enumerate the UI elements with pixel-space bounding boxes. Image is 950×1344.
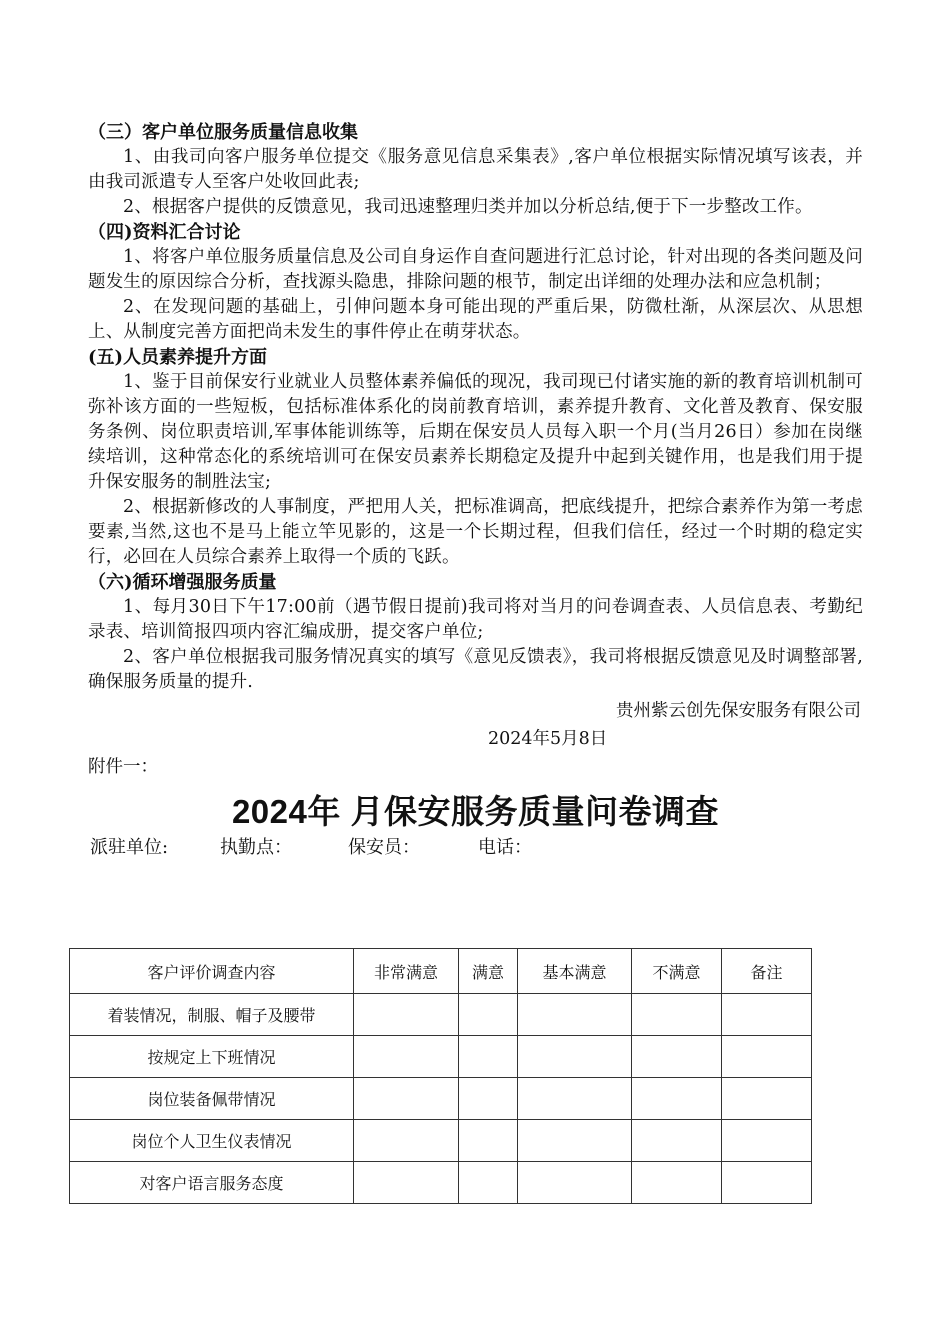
section-5-paragraph-1: 1、鉴于目前保安行业就业人员整体素养偏低的现况，我司现已付诸实施的新的教育培训机制可弥补该方面的一些短板，包括标准体系化的岗前教育培训，素养提升教育、文化普及教育、保安服务条例、岗位职责培训,军事体能训练等，后期在保安员人员每入职一个月(当月26日）参加在岗继续培训，这种常态化的系统培训可在保安员素养长期稳定及提升中起到关键作用，也是我们用于提升保安服务的制胜法宝; [88, 372, 863, 492]
field-guard-label: 保安员： [348, 837, 420, 858]
survey-info-fields [90, 835, 863, 861]
table-row [70, 1120, 812, 1162]
rating-cell[interactable] [632, 1078, 722, 1120]
section-4-paragraph-2: 2、在发现问题的基础上，引伸问题本身可能出现的严重后果，防微杜渐，从深层次、从思想上、从制度完善方面把尚未发生的事件停止在萌芽状态。 [88, 297, 863, 342]
survey-title: 2024年 月保安服务质量问卷调查 [231, 793, 720, 830]
survey-table [69, 948, 812, 1204]
row-item: 着装情况，制服、帽子及腰带 [70, 994, 354, 1036]
field-post-label: 执勤点： [220, 837, 292, 858]
remarks-cell[interactable] [722, 994, 812, 1036]
section-3-paragraph-2: 2、根据客户提供的反馈意见，我司迅速整理归类并加以分析总结,便于下一步整改工作。 [123, 197, 813, 217]
rating-cell[interactable] [518, 1078, 632, 1120]
rating-cell[interactable] [354, 1120, 459, 1162]
section-6-heading: （六)循环增强服务质量 [88, 572, 277, 593]
section-4-heading: （四)资料汇合讨论 [88, 222, 241, 243]
section-3-paragraph-1: 1、由我司向客户服务单位提交《服务意见信息采集表》,客户单位根据实际情况填写该表，并由我司派遣专人至客户处收回此表; [88, 147, 863, 192]
header-unsatisfied: 不满意 [632, 949, 722, 994]
table-row [70, 1162, 812, 1204]
signature-date: 2024年5月8日 [488, 729, 608, 749]
remarks-cell[interactable] [722, 1036, 812, 1078]
section-5-paragraph-2: 2、根据新修改的人事制度，严把用人关，把标准调高，把底线提升，把综合素养作为第一考虑要素,当然,这也不是马上能立竿见影的，这是一个长期过程，但我们信任，经过一个时期的稳定实行，必回在人员综合素养上取得一个质的飞跃。 [88, 497, 863, 567]
row-item: 按规定上下班情况 [70, 1036, 354, 1078]
remarks-cell[interactable] [722, 1120, 812, 1162]
rating-cell[interactable] [354, 1078, 459, 1120]
section-3-heading: （三）客户单位服务质量信息收集 [88, 122, 358, 143]
rating-cell[interactable] [459, 1078, 518, 1120]
rating-cell[interactable] [632, 1120, 722, 1162]
survey-header-row [70, 949, 812, 994]
section-6-paragraph-2: 2、客户单位根据我司服务情况真实的填写《意见反馈表》，我司将根据反馈意见及时调整部署,确保服务质量的提升. [88, 647, 863, 692]
table-row [70, 994, 812, 1036]
rating-cell[interactable] [518, 1036, 632, 1078]
rating-cell[interactable] [459, 1036, 518, 1078]
field-unit-label: 派驻单位: [90, 837, 169, 858]
rating-cell[interactable] [518, 994, 632, 1036]
rating-cell[interactable] [459, 994, 518, 1036]
remarks-cell[interactable] [722, 1078, 812, 1120]
rating-cell[interactable] [459, 1162, 518, 1204]
row-item: 岗位装备佩带情况 [70, 1078, 354, 1120]
table-row [70, 1078, 812, 1120]
row-item: 对客户语言服务态度 [70, 1162, 354, 1204]
header-remarks: 备注 [722, 949, 812, 994]
rating-cell[interactable] [632, 994, 722, 1036]
rating-cell[interactable] [632, 1036, 722, 1078]
signature-company: 贵州紫云创先保安服务有限公司 [616, 701, 861, 721]
header-content: 客户评价调查内容 [70, 949, 354, 994]
header-very-satisfied: 非常满意 [354, 949, 459, 994]
section-5-heading: (五)人员素养提升方面 [88, 347, 268, 368]
header-basically-satisfied: 基本满意 [518, 949, 632, 994]
header-satisfied: 满意 [459, 949, 518, 994]
rating-cell[interactable] [354, 1162, 459, 1204]
rating-cell[interactable] [354, 1036, 459, 1078]
rating-cell[interactable] [518, 1162, 632, 1204]
document-body [88, 120, 863, 861]
rating-cell[interactable] [459, 1120, 518, 1162]
rating-cell[interactable] [354, 994, 459, 1036]
field-phone-label: 电话： [478, 837, 532, 858]
section-4-paragraph-1: 1、将客户单位服务质量信息及公司自身运作自查问题进行汇总讨论，针对出现的各类问题及问题发生的原因综合分析，查找源头隐患，排除问题的根节，制定出详细的处理办法和应急机制； [88, 247, 863, 292]
rating-cell[interactable] [632, 1162, 722, 1204]
attachment-label: 附件一： [88, 757, 158, 777]
remarks-cell[interactable] [722, 1162, 812, 1204]
row-item: 岗位个人卫生仪表情况 [70, 1120, 354, 1162]
section-6-paragraph-1: 1、每月30日下午17:00前（遇节假日提前)我司将对当月的问卷调查表、人员信息表、考勤纪录表、培训简报四项内容汇编成册，提交客户单位; [88, 597, 863, 642]
table-row [70, 1036, 812, 1078]
rating-cell[interactable] [518, 1120, 632, 1162]
